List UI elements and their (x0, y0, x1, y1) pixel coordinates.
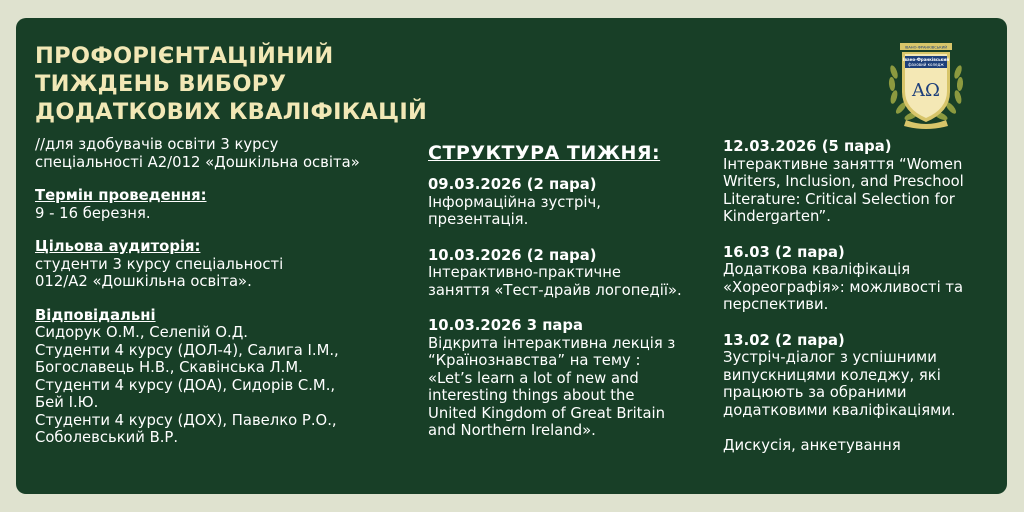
event-text: працюють за обраними (723, 384, 907, 401)
event-text: United Kingdom of Great Britain (428, 404, 666, 422)
structure-title: СТРУКТУРА ТИЖНЯ: (428, 142, 661, 164)
page-title (35, 42, 427, 126)
audience-label: Цільова аудиторія: (35, 238, 201, 255)
title-line: ПРОФОРІЄНТАЦІЙНИЙ (35, 43, 334, 69)
event-item (428, 247, 718, 300)
event-date: 12.03.2026 (5 пара) (723, 138, 892, 155)
info-column (35, 136, 415, 447)
event-text: заняття «Тест-драйв логопедії». (428, 281, 682, 299)
term-label: Термін проведення: (35, 187, 207, 204)
event-text: and Northern Ireland». (428, 422, 596, 439)
audience-text: 012/А2 «Дошкільна освіта». (35, 273, 252, 290)
event-item (723, 138, 1003, 226)
responsible-line: Сидорук О.М., Селепій О.Д. (35, 324, 248, 341)
event-text: презентація. (428, 211, 529, 228)
intro-text: спеціальності А2/012 «Дошкільна освіта» (35, 153, 360, 171)
svg-text:фаховий коледж: фаховий коледж (908, 62, 944, 67)
responsible-line: Студенти 4 курсу (ДОХ), Павелко Р.О., (35, 411, 337, 429)
responsible-line: Соболевський В.Р. (35, 429, 179, 446)
closing-text: Дискусія, анкетування (723, 437, 901, 454)
title-line: ДОДАТКОВИХ КВАЛІФІКАЦІЙ (35, 99, 428, 125)
audience-text: студенти 3 курсу спеціальності (35, 255, 284, 273)
event-date: 10.03.2026 3 пара (428, 317, 583, 334)
responsible-line: Богославець Н.В., Скавінська Л.М. (35, 359, 303, 376)
title-line: ТИЖДЕНЬ ВИБОРУ (35, 71, 287, 97)
event-text: випускницями коледжу, які (723, 366, 941, 384)
responsible-line: Студенти 4 курсу (ДОА), Сидорів С.М., (35, 376, 336, 394)
event-text: Відкрита інтерактивна лекція з (428, 334, 676, 352)
event-text: «Let’s learn a lot of new and (428, 369, 639, 387)
college-logo (886, 40, 966, 130)
intro-text: //для здобувачів освіти 3 курсу (35, 136, 279, 153)
event-item (723, 244, 1003, 314)
event-text: “Країнознавства” на тему : (428, 352, 641, 369)
svg-text:AΩ: AΩ (912, 80, 940, 101)
responsible-line: Студенти 4 курсу (ДОЛ-4), Салига І.М., (35, 341, 339, 359)
event-text: Writers, Inclusion, and Preschool (723, 173, 964, 190)
event-item (428, 176, 718, 229)
event-text: interesting things about the (428, 387, 635, 404)
svg-text:ІВАНО-ФРАНКІВСЬКИЙ: ІВАНО-ФРАНКІВСЬКИЙ (904, 45, 948, 50)
event-date: 10.03.2026 (2 пара) (428, 246, 597, 264)
event-text: перспективи. (723, 296, 829, 313)
event-date: 13.02 (2 пара) (723, 331, 845, 349)
event-date: 16.03 (2 пара) (723, 243, 845, 261)
event-text: додатковими кваліфікаціями. (723, 401, 956, 419)
event-text: Інтерактивне заняття “Women (723, 155, 963, 173)
event-date: 09.03.2026 (2 пара) (428, 176, 597, 193)
event-text: Literature: Critical Selection for (723, 190, 955, 208)
event-text: Додаткова кваліфікація (723, 261, 911, 278)
event-text: Інформаційна зустріч, (428, 193, 601, 211)
responsible-line: Бей І.Ю. (35, 394, 99, 411)
structure-column (428, 142, 718, 440)
term-value: 9 - 16 березня. (35, 204, 151, 222)
event-item (428, 317, 718, 440)
event-item (723, 332, 1003, 420)
event-text: Зустріч-діалог з успішними (723, 349, 937, 366)
event-text: Kindergarten”. (723, 208, 831, 225)
announcement-card (16, 18, 1007, 494)
event-text: «Хореографія»: можливості та (723, 278, 964, 296)
event-text: Інтерактивно-практичне (428, 264, 622, 281)
responsible-label: Відповідальні (35, 306, 156, 324)
structure-column-right (723, 138, 1003, 455)
svg-text:Івано-Франківський: Івано-Франківський (902, 57, 950, 62)
